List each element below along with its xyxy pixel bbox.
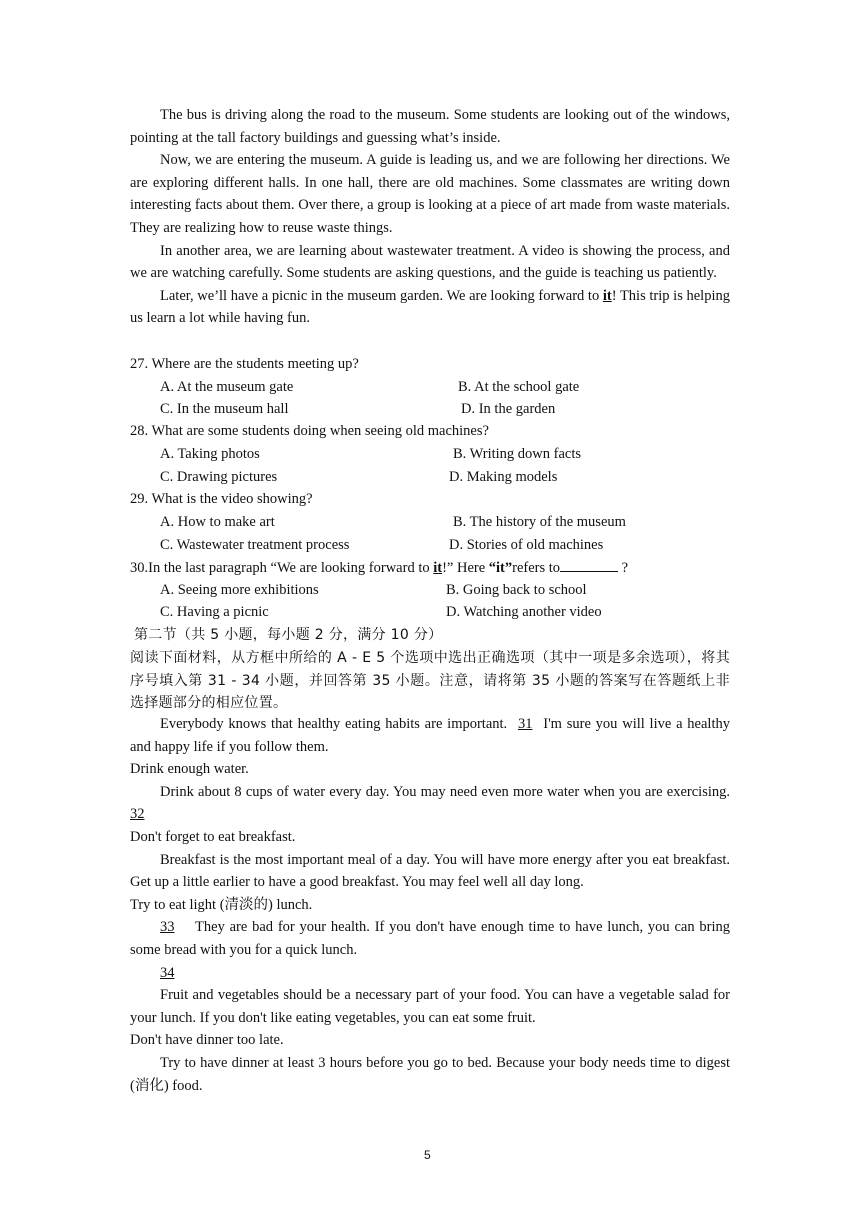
blank-32[interactable]: 32 [130,806,145,823]
passage-paragraph-1: The bus is driving along the road to the museum. Some students are looking out of the windows, pointing at the tall factory buildings and guessing what’s inside. [130,107,730,146]
page-number: 5 [424,1148,431,1162]
question-27-option-d[interactable]: D. In the garden [461,401,556,417]
light-lunch-paragraph: 33 They are bad for your health. If you don't have enough time to have lunch, you can bring some bread with you for a quick lunch. [130,919,730,958]
heading-drink-water: Drink enough water. [130,761,249,778]
question-29-stem: 29. What is the video showing? [130,491,313,507]
question-29-option-a[interactable]: A. How to make art [160,514,275,530]
blank-31[interactable]: 31 [517,716,533,732]
passage-paragraph-3: In another area, we are learning about wastewater treatment. A video is showing the process, and we are watching carefully. Some students are asking questions, and the guide is teaching us patiently. [130,242,730,282]
blank-34-line [130,962,730,985]
question-27-option-b[interactable]: B. At the school gate [458,379,580,395]
question-30-option-b[interactable]: B. Going back to school [446,582,587,598]
answer-blank[interactable] [560,556,618,572]
question-28-stem: 28. What are some students doing when seeing old machines? [130,423,489,439]
fruit-paragraph: Fruit and vegetables should be a necessary part of your food. You can have a vegetable salad for your lunch. If you don't like eating vegetables, you can eat some fruit. [130,987,730,1026]
heading-dinner: Don't have dinner too late. [130,1032,284,1049]
underlined-it: it [602,287,612,304]
reading-passage [130,104,730,330]
water-paragraph: Drink about 8 cups of water every day. You may need even more water when you are exercising. 32 [130,783,730,823]
question-30-option-a[interactable]: A. Seeing more exhibitions [160,582,319,598]
question-30-stem: 30.In the last paragraph “We are looking forward to it!” Here “it”refers to ? [130,556,628,580]
heading-breakfast: Don't forget to eat breakfast. [130,828,296,845]
question-27-stem: 27. Where are the students meeting up? [130,356,359,372]
question-29-option-b[interactable]: B. The history of the museum [453,514,626,530]
question-27-option-c[interactable]: C. In the museum hall [160,401,289,417]
dinner-paragraph: Try to have dinner at least 3 hours before you go to bed. Because your body needs time to digest (消化) food. [130,1054,730,1094]
passage-paragraph-2: Now, we are entering the museum. A guide is leading us, and we are following her directions. We are exploring different halls. In one hall, there are old machines. Some classmates are writing down interesting facts about them. Over there, a group is looking at a piece of art made from waste materials. They are realizing how to reuse waste things. [130,152,730,236]
question-28-option-b[interactable]: B. Writing down facts [453,446,582,462]
section-2-passage [130,713,730,1097]
question-29-option-d[interactable]: D. Stories of old machines [449,537,604,553]
question-28-option-d[interactable]: D. Making models [449,469,558,485]
blank-33[interactable]: 33 [160,919,175,936]
question-27-option-a[interactable]: A. At the museum gate [160,379,294,395]
question-29-option-c[interactable]: C. Wastewater treatment process [160,537,350,553]
question-28-option-a[interactable]: A. Taking photos [160,446,260,462]
breakfast-paragraph: Breakfast is the most important meal of a day. You will have more energy after you eat breakfast. Get up a little earlier to have a good breakfast. You may feel well all day long. [130,851,730,891]
question-28-option-c[interactable]: C. Drawing pictures [160,469,278,485]
heading-light-lunch: Try to eat light (清淡的) lunch. [130,896,313,913]
section-2-instructions: 阅读下面材料，从方框中所给的 A - E 5 个选项中选出正确选项（其中一项是多余选项），将其序号填入第 31 - 34 小题，并回答第 35 小题。注意，请将第 35 小题的答案写在答题纸上非选择题部分的相应位置。 [130,650,730,712]
passage-paragraph-4: Later, we’ll have a picnic in the museum garden. We are looking forward to it! This trip is helping us learn a lot while having fun. [130,287,730,327]
intro-paragraph: Everybody knows that healthy eating habits are important. 31 I'm sure you will live a healthy and happy life if you follow them. [130,716,730,755]
blank-34[interactable]: 34 [160,964,175,981]
section-2-heading: 第二节（共 5 小题，每小题 2 分，满分 10 分） [134,627,443,643]
question-30-option-d[interactable]: D. Watching another video [446,604,602,620]
question-30-option-c[interactable]: C. Having a picnic [160,604,269,620]
